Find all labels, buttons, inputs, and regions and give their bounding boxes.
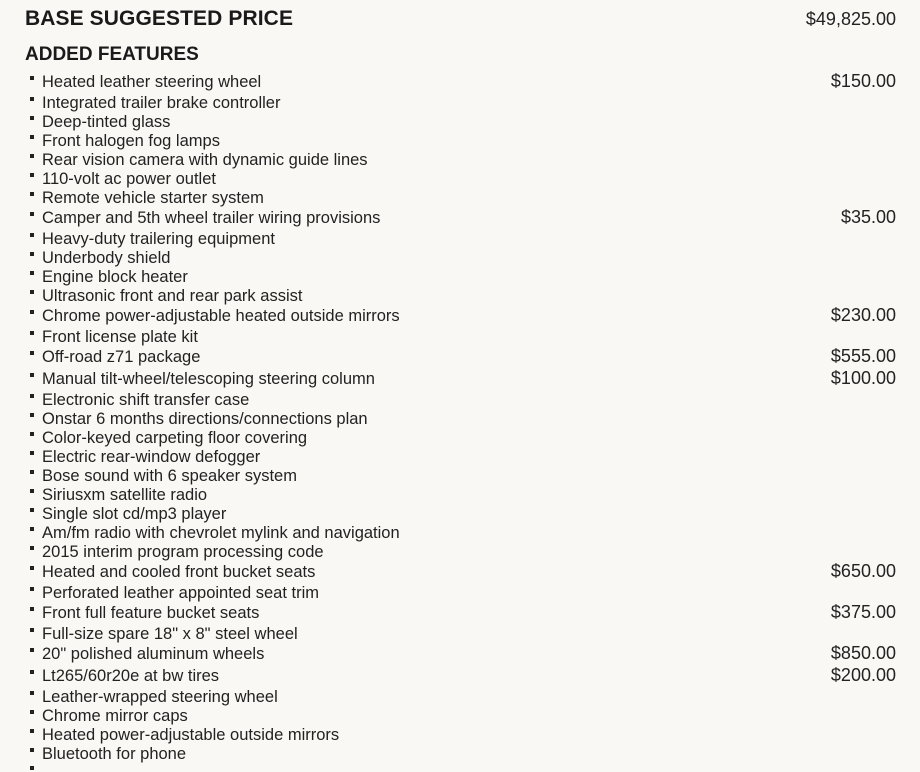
feature-price: $650.00: [830, 561, 896, 581]
feature-price: $200.00: [830, 665, 896, 685]
bullet-icon: [30, 212, 34, 216]
feature-item: [30, 726, 896, 745]
bullet-icon: [30, 432, 34, 436]
bullet-icon: [30, 394, 34, 398]
feature-item: [30, 625, 896, 644]
added-features-title: ADDED FEATURES: [25, 44, 199, 65]
feature-item: [30, 584, 896, 603]
feature-label: 110-volt ac power outlet: [42, 170, 216, 188]
bullet-icon: [30, 76, 34, 80]
feature-item: [30, 707, 896, 726]
feature-label: Siriusxm satellite radio: [42, 486, 208, 504]
bullet-icon: [30, 271, 34, 275]
bullet-icon: [30, 527, 34, 531]
feature-item: [30, 208, 896, 228]
feature-price: $375.00: [830, 602, 896, 622]
feature-item: [30, 369, 896, 389]
bullet-icon: [30, 451, 34, 455]
feature-item: [30, 467, 896, 486]
feature-item: [30, 230, 896, 249]
feature-item: [30, 391, 896, 410]
bullet-icon: [30, 670, 34, 674]
feature-label: Electric rear-window defogger: [42, 448, 261, 466]
feature-item: [30, 603, 896, 623]
feature-item: [30, 745, 896, 764]
feature-label: Underbody shield: [42, 249, 171, 267]
feature-label: Leather-wrapped steering wheel: [42, 688, 278, 706]
feature-label: Single slot cd/mp3 player: [42, 505, 227, 523]
bullet-icon: [30, 729, 34, 733]
feature-item: [30, 132, 896, 151]
feature-label: Manual tilt-wheel/telescoping steering column: [42, 370, 375, 388]
feature-item: [30, 666, 896, 686]
feature-item: [30, 151, 896, 170]
bullet-icon: [30, 607, 34, 611]
bullet-icon: [30, 351, 34, 355]
feature-item: [30, 72, 896, 92]
bullet-icon: [30, 154, 34, 158]
feature-item: [30, 306, 896, 326]
feature-item: [30, 170, 896, 189]
feature-label: Front full feature bucket seats: [42, 604, 260, 622]
feature-label: Heated leather steering wheel: [42, 73, 262, 91]
feature-item: [30, 524, 896, 543]
feature-label: Camper and 5th wheel trailer wiring provisions: [42, 209, 381, 227]
feature-item: [30, 328, 896, 347]
bullet-icon: [30, 710, 34, 714]
feature-price: $100.00: [830, 368, 896, 388]
feature-label: Perforated leather appointed seat trim: [42, 584, 319, 602]
feature-price: $150.00: [830, 71, 896, 91]
bullet-icon: [30, 566, 34, 570]
bullet-icon: [30, 173, 34, 177]
base-price-title: BASE SUGGESTED PRICE: [25, 7, 294, 30]
feature-item: [30, 644, 896, 664]
feature-item: [30, 249, 896, 268]
feature-label: Bluetooth for phone: [42, 745, 187, 763]
feature-label: Deep-tinted glass: [42, 113, 171, 131]
feature-label: 20" polished aluminum wheels: [42, 645, 265, 663]
feature-label: Lt265/60r20e at bw tires: [42, 667, 220, 685]
feature-label: Heavy-duty trailering equipment: [42, 230, 275, 248]
bullet-icon: [30, 192, 34, 196]
bullet-icon: [30, 691, 34, 695]
feature-label: Onstar 6 months directions/connections plan: [42, 410, 368, 428]
bullet-icon: [30, 546, 34, 550]
bullet-icon: [30, 587, 34, 591]
feature-item: [30, 287, 896, 306]
feature-item: [30, 505, 896, 524]
feature-item: [30, 189, 896, 208]
feature-label: Full-size spare 18" x 8" steel wheel: [42, 625, 298, 643]
bullet-icon: [30, 331, 34, 335]
feature-price: $850.00: [830, 643, 896, 663]
feature-item: [30, 486, 896, 505]
feature-item: [30, 429, 896, 448]
bullet-icon: [30, 310, 34, 314]
feature-label: 2015 interim program processing code: [42, 543, 324, 561]
feature-item: [30, 543, 896, 562]
bullet-icon: [30, 413, 34, 417]
feature-label: Off-road z71 package: [42, 348, 201, 366]
feature-item: [30, 562, 896, 582]
bullet-icon: [30, 648, 34, 652]
feature-label: Heated and cooled front bucket seats: [42, 563, 316, 581]
bullet-icon: [30, 97, 34, 101]
feature-item-partial: [30, 764, 896, 772]
feature-label: Engine block heater: [42, 268, 188, 286]
feature-item: [30, 410, 896, 429]
feature-label: Am/fm radio with chevrolet mylink and navigation: [42, 524, 400, 542]
feature-price: $555.00: [830, 346, 896, 366]
bullet-icon: [30, 748, 34, 752]
bullet-icon: [30, 135, 34, 139]
feature-label: Front license plate kit: [42, 328, 198, 346]
bullet-icon: [30, 766, 34, 770]
bullet-icon: [30, 470, 34, 474]
feature-label: Heated power-adjustable outside mirrors: [42, 726, 340, 744]
feature-label: Electronic shift transfer case: [42, 391, 250, 409]
bullet-icon: [30, 290, 34, 294]
feature-item: [30, 688, 896, 707]
feature-label: Front halogen fog lamps: [42, 132, 220, 150]
base-price-value: $49,825.00: [805, 9, 896, 29]
bullet-icon: [30, 116, 34, 120]
feature-item: [30, 448, 896, 467]
feature-label: Ultrasonic front and rear park assist: [42, 287, 303, 305]
bullet-icon: [30, 508, 34, 512]
feature-label: Chrome mirror caps: [42, 707, 188, 725]
feature-item: [30, 94, 896, 113]
feature-label: Rear vision camera with dynamic guide lines: [42, 151, 368, 169]
bullet-icon: [30, 252, 34, 256]
bullet-icon: [30, 628, 34, 632]
feature-label: Remote vehicle starter system: [42, 189, 264, 207]
bullet-icon: [30, 373, 34, 377]
feature-label: Chrome power-adjustable heated outside mirrors: [42, 307, 400, 325]
feature-item: [30, 268, 896, 287]
feature-price: $35.00: [840, 207, 896, 227]
feature-price: $230.00: [830, 305, 896, 325]
feature-item: [30, 347, 896, 367]
bullet-icon: [30, 489, 34, 493]
feature-label: Integrated trailer brake controller: [42, 94, 281, 112]
feature-item: [30, 113, 896, 132]
bullet-icon: [30, 233, 34, 237]
feature-label: Bose sound with 6 speaker system: [42, 467, 297, 485]
feature-label: Color-keyed carpeting floor covering: [42, 429, 308, 447]
